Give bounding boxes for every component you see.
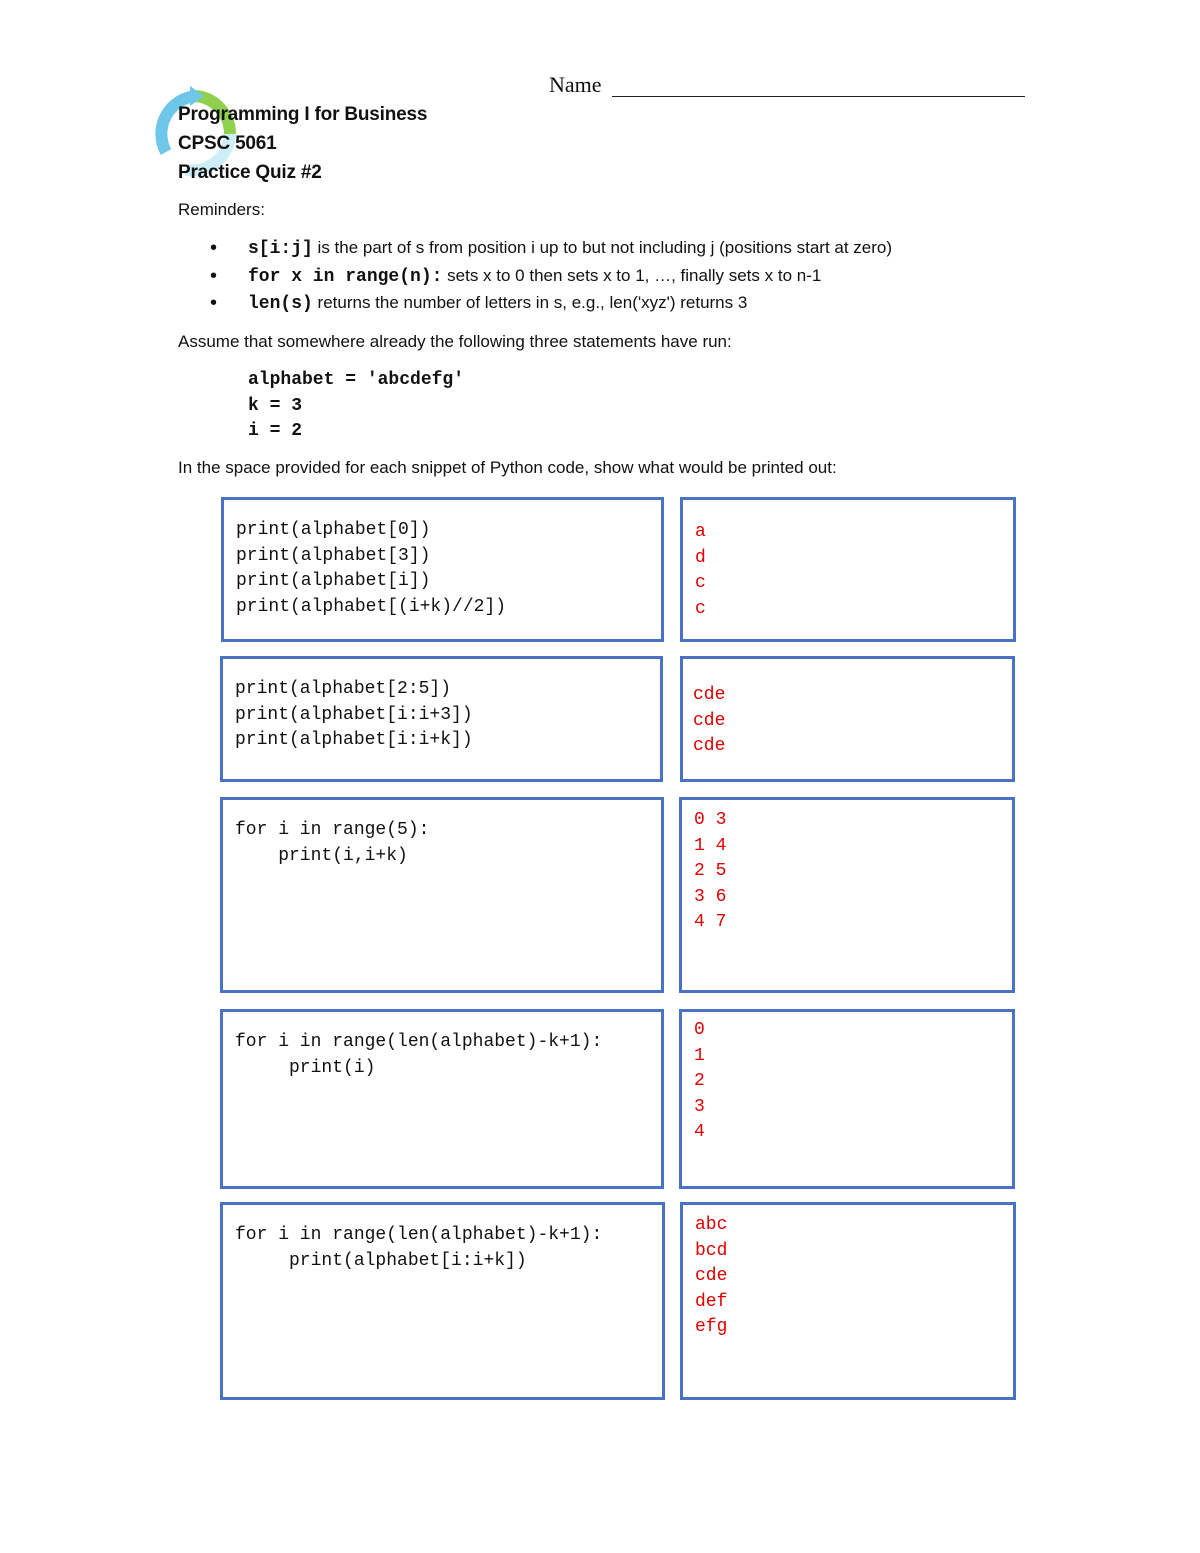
reminders-list <box>210 238 892 321</box>
answer-box[interactable] <box>680 656 1015 782</box>
reminder-text: returns the number of letters in s, e.g., len('xyz') returns 3 <box>312 293 748 312</box>
reminder-item <box>210 238 892 266</box>
code-snippet-box <box>220 797 664 993</box>
reminder-text: is the part of s from position i up to but not including j (positions start at zero) <box>312 238 893 257</box>
answer-box[interactable] <box>679 797 1015 993</box>
reminder-code: for x in range(n): <box>248 266 443 287</box>
instructions: In the space provided for each snippet of Python code, show what would be printed out: <box>178 458 837 477</box>
reminder-code: s[i:j] <box>248 239 313 259</box>
reminders-heading: Reminders: <box>178 200 265 219</box>
reminder-code: len(s) <box>248 294 313 314</box>
answer-text: 0 1 2 3 4 <box>694 1020 705 1142</box>
name-blank-line <box>612 96 1025 97</box>
code-snippet: print(alphabet[2:5]) print(alphabet[i:i+3]) print(alphabet[i:i+k]) <box>235 679 473 750</box>
answer-text: 0 3 1 4 2 5 3 6 4 7 <box>694 810 727 932</box>
answer-text: cde cde cde <box>693 685 726 756</box>
code-snippet: for i in range(len(alphabet)-k+1): print(i) <box>235 1032 603 1078</box>
quiz-title: Practice Quiz #2 <box>178 162 322 183</box>
answer-text: a d c c <box>695 522 706 619</box>
course-title: Programming I for Business <box>178 104 428 125</box>
course-code: CPSC 5061 <box>178 133 277 154</box>
code-snippet: for i in range(len(alphabet)-k+1): print(alphabet[i:i+k]) <box>235 1225 603 1271</box>
answer-text: abc bcd cde def efg <box>695 1215 728 1337</box>
assignment-statements: alphabet = 'abcdefg' k = 3 i = 2 <box>248 370 465 441</box>
answer-box[interactable] <box>680 497 1016 642</box>
answer-box[interactable] <box>680 1202 1016 1400</box>
reminder-item <box>210 266 892 294</box>
code-snippet-box <box>220 656 663 782</box>
code-snippet-box <box>220 1009 664 1189</box>
code-snippet-box <box>220 1202 665 1400</box>
code-snippet: for i in range(5): print(i,i+k) <box>235 820 430 866</box>
code-snippet: print(alphabet[0]) print(alphabet[3]) print(alphabet[i]) print(alphabet[(i+k)//2]) <box>236 520 507 617</box>
assumption-intro: Assume that somewhere already the following three statements have run: <box>178 332 732 351</box>
code-snippet-box <box>221 497 664 642</box>
reminder-text: sets x to 0 then sets x to 1, …, finally sets x to n-1 <box>442 265 822 285</box>
name-label: Name <box>549 72 602 97</box>
reminder-item <box>210 293 892 321</box>
answer-box[interactable] <box>679 1009 1015 1189</box>
